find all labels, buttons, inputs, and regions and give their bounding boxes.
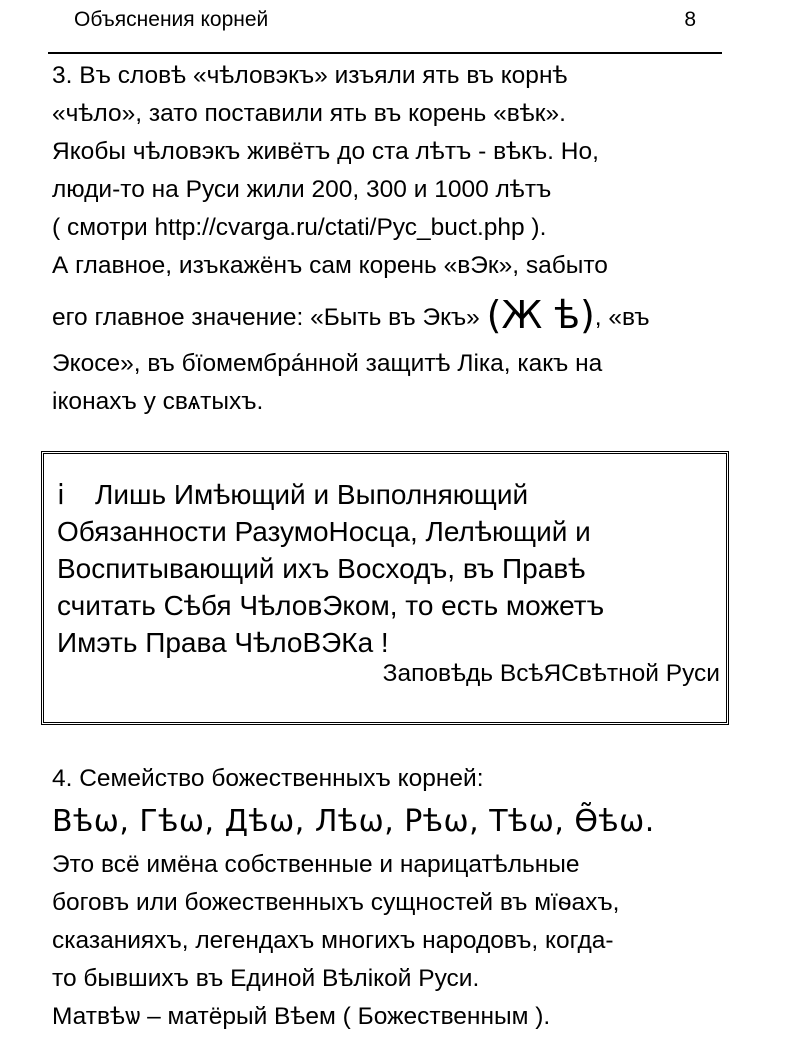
quote-line-1 <box>57 476 604 513</box>
section3-line-7-start: его главное значение: «Быть въ Экъ» <box>52 304 487 331</box>
section3-line-7 <box>52 285 752 345</box>
quote-text <box>57 476 604 661</box>
section3-line-8: Экосе», въ бїомембра́нной защитѣ Ліка, какъ на <box>52 350 603 377</box>
section4-heading: 4. Семейство божественныхъ корней: <box>52 765 484 792</box>
section4-line-1: Это всё имёна собственные и нарицатѣльные <box>52 851 580 878</box>
quote-line-2: Обязанности РазумоНосца, Лелѣющий и <box>57 516 591 547</box>
section3-line-9: іконахъ у свѧтыхъ. <box>52 388 264 415</box>
quote-line-1-text: Лишь Имѣющий и Выполняющий <box>95 479 529 510</box>
section4-line-5: Матвѣѡ – матёрый Вѣем ( Божественным ). <box>52 1003 551 1030</box>
section3-line-5-link: ( смотри http://cvarga.ru/ctati/Рус_buct.php ). <box>52 214 547 241</box>
section3-line-2: «чѣло», зато поставили ять въ корень «вѣк». <box>52 100 566 127</box>
quote-line-5: Имэть Права ЧѣлоВЭКа ! <box>57 627 389 658</box>
section3-line-3: Якобы чѣловэкъ живётъ до ста лѣтъ - вѣкъ. Но, <box>52 138 599 165</box>
quote-line-3: Воспитывающий ихъ Восходъ, въ Правѣ <box>57 553 586 584</box>
ek-glyph: (Ж ѣ) <box>486 293 595 337</box>
quote-marker: і <box>57 478 65 511</box>
page-number: 8 <box>684 8 696 31</box>
section-3 <box>52 57 752 421</box>
section-4 <box>52 760 752 1036</box>
section4-line-3: сказанияхъ, легендахъ многихъ народовъ, когда- <box>52 927 614 954</box>
section4-line-2: боговъ или божественныхъ сущностей въ мїѳахъ, <box>52 889 620 916</box>
section3-line-1: 3. Въ словѣ «чѣловэкъ» изъяли ять въ корнѣ <box>52 62 568 89</box>
section3-line-4: люди-то на Руси жили 200, 300 и 1000 лѣтъ <box>52 176 552 203</box>
section4-line-4: то бывшихъ въ Единой Вѣлікой Руси. <box>52 965 480 992</box>
running-title: Объяснения корней <box>74 8 269 31</box>
quote-line-4: считать Сѣбя ЧѣловЭком, то есть можетъ <box>57 590 605 621</box>
page-header <box>48 0 722 54</box>
section3-line-6: А главное, изъкажёнъ сам корень «вЭк», sабыто <box>52 252 608 279</box>
quote-box <box>41 451 729 725</box>
quote-attribution: Заповѣдь ВсѣЯСвѣтной Руси <box>382 660 720 687</box>
root-families: Вѣѡ, Гѣѡ, Дѣѡ, Лѣѡ, Рѣѡ, Тѣѡ, Ѳ̃ѣѡ. <box>52 804 655 839</box>
section3-line-7-end: , «въ <box>594 304 650 331</box>
